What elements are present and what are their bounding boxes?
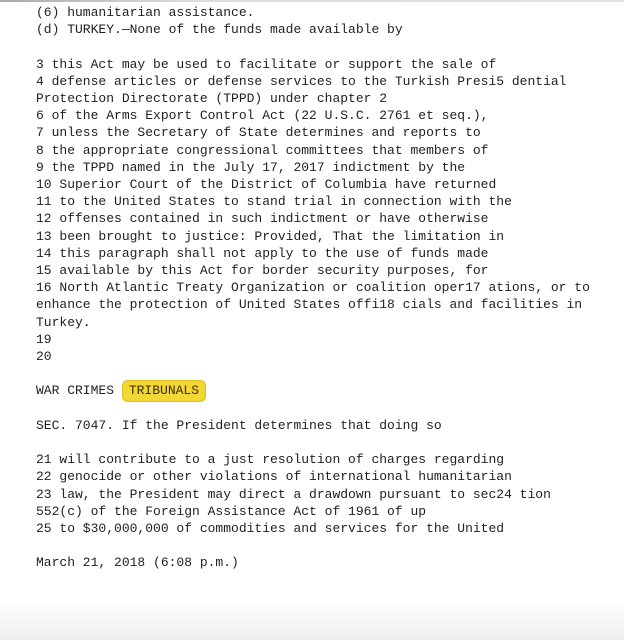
text-line: 19 <box>36 331 52 347</box>
text-line: SEC. 7047. If the President determines that doing so <box>36 417 442 433</box>
timestamp-line <box>36 554 616 571</box>
top-divider <box>0 0 624 2</box>
text-line: 13 been brought to justice: Provided, That the limitation in <box>36 228 505 244</box>
war-crimes-heading <box>36 382 616 399</box>
text-line: 4 defense articles or defense services to the Turkish Presi5 dential <box>36 73 567 89</box>
text-line: 552(c) of the Foreign Assistance Act of 1961 of up <box>36 503 427 519</box>
intro-paragraph <box>36 4 616 38</box>
heading-line <box>36 382 616 399</box>
footer-fade <box>0 598 624 640</box>
text-line: 11 to the United States to stand trial in connection with the <box>36 194 512 210</box>
text-line: 22 genocide or other violations of international humanitarian <box>36 469 512 485</box>
text-line: 7 unless the Secretary of State determines and reports to <box>36 125 481 141</box>
text-line: 21 will contribute to a just resolution of charges regarding <box>36 452 505 468</box>
text-line: 15 available by this Act for border security purposes, for <box>36 263 489 279</box>
text-line: Protection Directorate (TPPD) under chapter 2 <box>36 91 388 106</box>
sec-7047-lead <box>36 417 616 434</box>
text-line: Turkey. <box>36 314 91 330</box>
text-line: (6) humanitarian assistance. <box>36 5 255 20</box>
text-line: 23 law, the President may direct a drawdown pursuant to sec24 tion <box>36 486 551 502</box>
text-line: 8 the appropriate congressional committees that members of <box>36 142 489 158</box>
sec-7047-paragraph <box>36 451 616 537</box>
text-line: enhance the protection of United States offi18 cials and facilities in <box>36 297 583 313</box>
text-line: (d) TURKEY.—None of the funds made available by <box>36 22 403 38</box>
text-line: 14 this paragraph shall not apply to the use of funds made <box>36 245 489 261</box>
text-line: March 21, 2018 (6:08 p.m.) <box>36 555 239 571</box>
text-line: 25 to $30,000,000 of commodities and services for the United <box>36 521 505 537</box>
text-line: 16 North Atlantic Treaty Organization or coalition oper17 ations, or to <box>36 280 590 296</box>
heading-text: WAR CRIMES <box>36 383 122 399</box>
text-line: 9 the TPPD named in the July 17, 2017 indictment by the <box>36 159 466 175</box>
text-line: 10 Superior Court of the District of Columbia have returned <box>36 177 497 193</box>
text-line: 12 offenses contained in such indictment or have otherwise <box>36 211 489 227</box>
text-line: 3 this Act may be used to facilitate or support the sale of <box>36 56 497 72</box>
text-line: 6 of the Arms Export Control Act (22 U.S.C. 2761 et seq.), <box>36 108 489 124</box>
turkey-provision-paragraph <box>36 56 616 366</box>
highlighted-term: TRIBUNALS <box>122 380 206 402</box>
text-line: 20 <box>36 349 52 365</box>
document-body <box>36 4 616 572</box>
